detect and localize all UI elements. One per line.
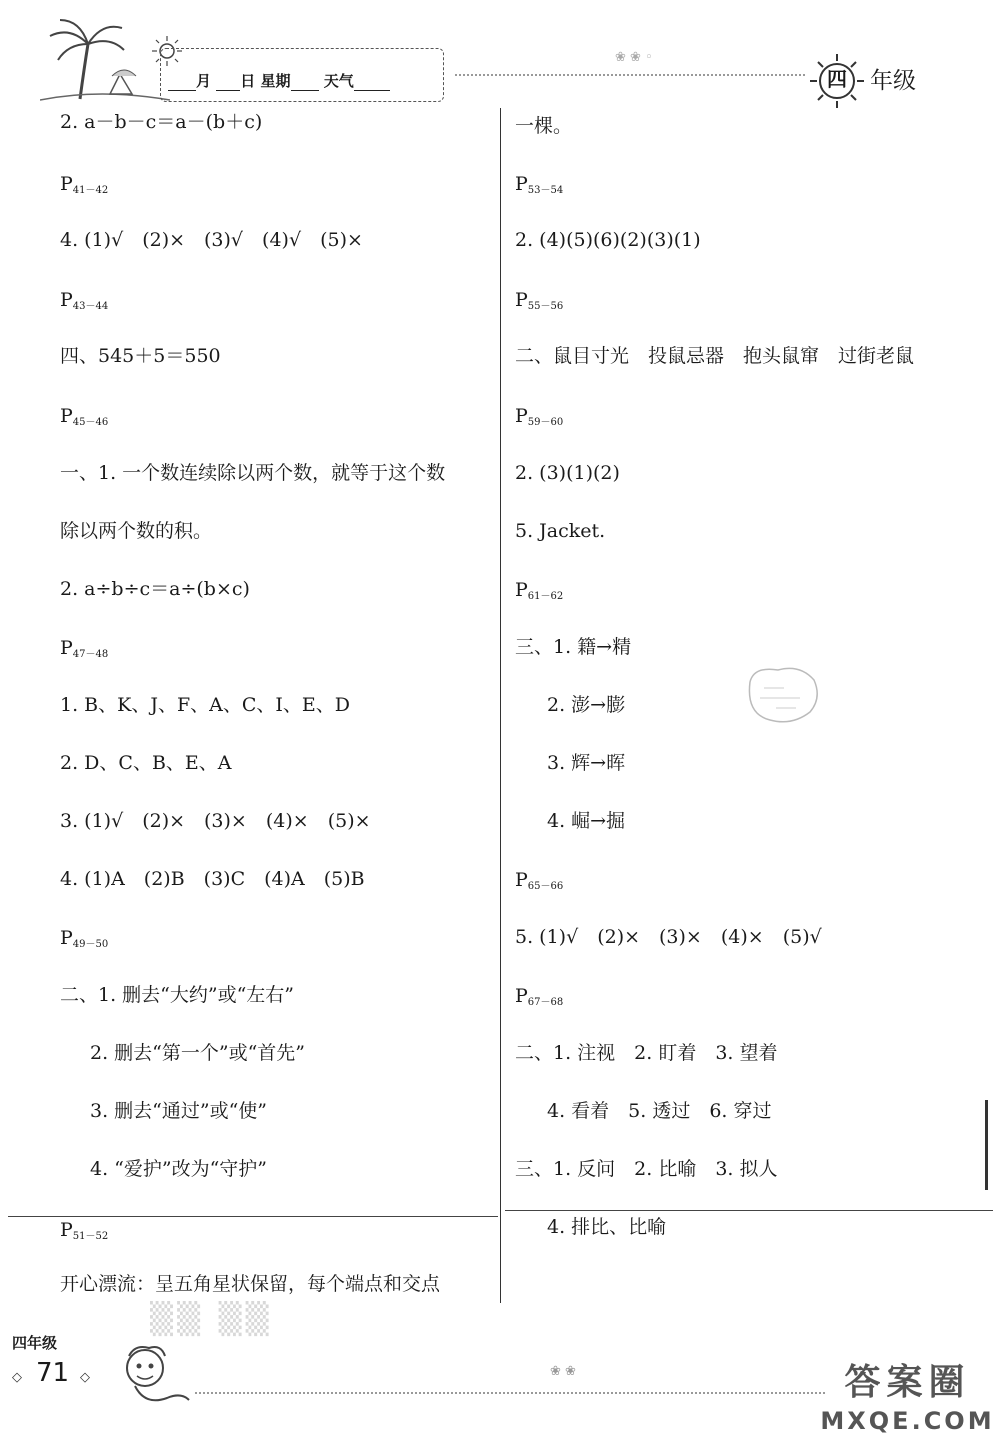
answer-line: 四、545＋5＝550: [60, 345, 221, 367]
page-number: 71: [36, 1358, 70, 1388]
answer-line: 开心漂流：呈五角星状保留，每个端点和交点: [60, 1273, 441, 1295]
page-ref: $P_{47-48}$: [60, 637, 109, 660]
date-weather-fields: [168, 70, 438, 91]
page-ref: $P_{53-54}$: [515, 173, 564, 196]
answer-line: 2. a－b－c＝a－(b＋c): [60, 111, 263, 133]
page-ref: $P_{55-56}$: [515, 289, 564, 312]
answer-line: 三、1. 反问 2. 比喻 3. 拟人: [515, 1158, 778, 1180]
footer-ornament: ❀ ❀: [550, 1364, 576, 1379]
answer-line: 二、鼠目寸光 投鼠忌器 抱头鼠窜 过街老鼠: [515, 345, 915, 367]
left-separator: [8, 1216, 498, 1217]
footer-grade: 四年级: [12, 1334, 58, 1352]
page-ref: $P_{65-66}$: [515, 869, 564, 892]
weather-label: 天气: [323, 72, 354, 90]
page-ref: $P_{41-42}$: [60, 173, 109, 196]
answer-line: 3. 辉→晖: [547, 752, 626, 774]
answer-line: 2. 澎→膨: [547, 694, 626, 716]
page-ref: $P_{45-46}$: [60, 405, 109, 428]
month-blank[interactable]: [168, 76, 196, 91]
answer-line: 二、1. 删去“大约”或“左右”: [60, 984, 295, 1006]
weather-blank[interactable]: [354, 76, 390, 91]
answer-line: 一棵。: [515, 115, 573, 137]
watermark-url: MXQE.COM: [820, 1407, 995, 1435]
answer-line: 4. “爱护”改为“守护”: [90, 1158, 268, 1180]
header-ornament: ❀ ❀ ◦: [615, 50, 653, 65]
answer-line: 2. D、C、B、E、A: [60, 752, 232, 774]
faint-stamp-icon: [740, 662, 822, 728]
answer-line: 4. 排比、比喻: [547, 1216, 667, 1238]
answer-line: 4. (1)A (2)B (3)C (4)A (5)B: [60, 868, 365, 890]
answer-line: 4. (1)√ (2)× (3)√ (4)√ (5)×: [60, 229, 363, 251]
page-ref: $P_{67-68}$: [515, 985, 564, 1008]
day-label: 日: [240, 72, 256, 90]
page-ref: $P_{43-44}$: [60, 289, 109, 312]
weekday-blank[interactable]: [291, 76, 319, 91]
answer-line: 4. 崛→掘: [547, 810, 626, 832]
answer-line: 2. (3)(1)(2): [515, 462, 620, 484]
answer-line: 二、1. 注视 2. 盯着 3. 望着: [515, 1042, 778, 1064]
day-blank[interactable]: [216, 76, 240, 91]
header-dotted-line: [455, 74, 805, 78]
month-label: 月: [196, 72, 212, 90]
column-divider: [500, 108, 501, 1303]
answer-line: 一、1. 一个数连续除以两个数，就等于这个数: [60, 462, 446, 484]
page-ref: $P_{51-52}$: [60, 1219, 109, 1242]
site-watermark: [820, 1360, 995, 1440]
bleed-through-mark: ▒▒ ▒▒: [150, 1302, 273, 1337]
page-ref: $P_{59-60}$: [515, 405, 564, 428]
answer-line: 4. 看着 5. 透过 6. 穿过: [547, 1100, 772, 1122]
answer-line: 1. B、K、J、F、A、C、I、E、D: [60, 694, 350, 716]
answer-line: 3. (1)√ (2)× (3)× (4)× (5)×: [60, 810, 371, 832]
page-edge-mark: [985, 1100, 996, 1190]
answer-line: 三、1. 籍→精: [515, 636, 632, 658]
answer-line: 2. 删去“第一个”或“首先”: [90, 1042, 306, 1064]
right-separator: [505, 1210, 993, 1211]
diamond-icon: ◇: [12, 1370, 22, 1385]
answer-line: 5. (1)√ (2)× (3)× (4)× (5)√: [515, 926, 822, 948]
footer-dotted-line: [195, 1392, 825, 1394]
cartoon-mascot-icon: [115, 1340, 195, 1410]
grade-label: 年级: [870, 68, 916, 94]
answer-line: 3. 删去“通过”或“使”: [90, 1100, 268, 1122]
weekday-label: 星期: [260, 72, 291, 90]
answer-line: 2. a÷b÷c＝a÷(b×c): [60, 578, 250, 600]
answer-line: 除以两个数的积。: [60, 520, 213, 542]
answer-line: 2. (4)(5)(6)(2)(3)(1): [515, 229, 701, 251]
watermark-logo-text: 答案圈: [844, 1362, 971, 1403]
grade-char: 四: [827, 67, 847, 91]
page-ref: $P_{61-62}$: [515, 579, 564, 602]
diamond-icon: ◇: [80, 1370, 90, 1385]
answer-line: 5. Jacket.: [515, 520, 606, 542]
page-ref: $P_{49-50}$: [60, 927, 109, 950]
